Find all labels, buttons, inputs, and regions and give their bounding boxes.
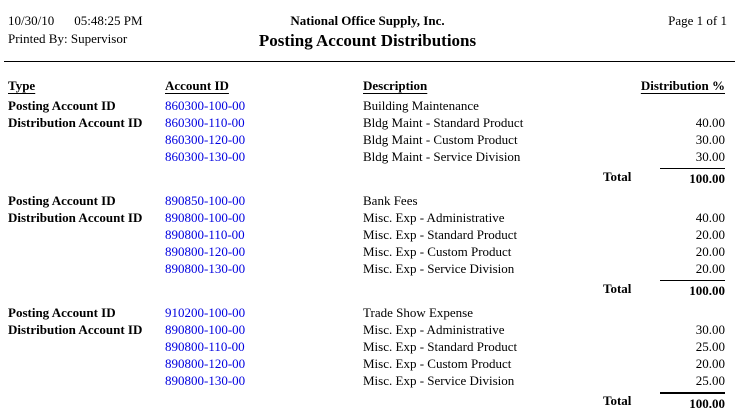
percent-cell: 20.00 — [695, 356, 725, 371]
distribution-row — [0, 260, 744, 277]
description-cell: Misc. Exp - Administrative — [363, 210, 505, 225]
description-cell: Building Maintenance — [363, 98, 479, 113]
account-id-link[interactable]: 890800-130-00 — [165, 373, 246, 388]
description-cell: Misc. Exp - Standard Product — [363, 227, 518, 242]
account-id-link[interactable]: 860300-120-00 — [165, 132, 246, 147]
distribution-row — [0, 148, 744, 165]
distribution-row — [0, 338, 744, 355]
account-id-link[interactable]: 890800-100-00 — [165, 210, 246, 225]
report-title: Posting Account Distributions — [258, 31, 477, 50]
account-id-link[interactable]: 890800-110-00 — [165, 339, 245, 354]
header-left — [8, 12, 259, 48]
distribution-row — [0, 209, 744, 226]
account-id-link[interactable]: 890850-100-00 — [165, 193, 246, 208]
percent-cell: 40.00 — [695, 210, 725, 225]
total-label: Total — [603, 393, 632, 408]
total-row — [0, 392, 744, 412]
distribution-row — [0, 131, 744, 148]
description-cell: Misc. Exp - Service Division — [363, 373, 515, 388]
distribution-row — [0, 321, 744, 338]
account-id-link[interactable]: 860300-100-00 — [165, 98, 246, 113]
description-cell: Misc. Exp - Service Division — [363, 261, 515, 276]
account-id-link[interactable]: 860300-130-00 — [165, 149, 246, 164]
account-id-link[interactable]: 890800-120-00 — [165, 356, 246, 371]
total-value: 100.00 — [660, 168, 725, 187]
total-label: Total — [603, 281, 632, 296]
description-cell: Misc. Exp - Standard Product — [363, 339, 518, 354]
col-header-description: Description — [363, 78, 428, 93]
account-block — [0, 304, 744, 412]
report-header — [0, 0, 744, 52]
percent-cell: 30.00 — [695, 149, 725, 164]
distribution-row — [0, 372, 744, 389]
company-name: National Office Supply, Inc. — [290, 13, 445, 28]
account-id-link[interactable]: 890800-120-00 — [165, 244, 246, 259]
account-block — [0, 192, 744, 299]
total-value: 100.00 — [660, 280, 725, 299]
description-cell: Bldg Maint - Service Division — [363, 149, 521, 164]
type-cell: Posting Account ID — [8, 305, 116, 320]
description-cell: Misc. Exp - Custom Product — [363, 244, 512, 259]
posting-account-row — [0, 304, 744, 321]
account-id-link[interactable]: 910200-100-00 — [165, 305, 246, 320]
total-label: Total — [603, 169, 632, 184]
header-divider — [4, 61, 735, 62]
description-cell: Bldg Maint - Custom Product — [363, 132, 518, 147]
percent-cell: 20.00 — [695, 227, 725, 242]
header-center — [259, 12, 476, 52]
percent-cell: 20.00 — [695, 261, 725, 276]
account-id-link[interactable]: 890800-100-00 — [165, 322, 246, 337]
total-value: 100.00 — [660, 392, 725, 412]
type-cell: Distribution Account ID — [8, 210, 143, 225]
percent-cell: 20.00 — [695, 244, 725, 259]
posting-account-row — [0, 192, 744, 209]
col-header-type: Type — [8, 78, 36, 93]
page-number: Page 1 of 1 — [668, 13, 727, 28]
posting-account-row — [0, 97, 744, 114]
description-cell: Misc. Exp - Administrative — [363, 322, 505, 337]
type-cell: Distribution Account ID — [8, 115, 143, 130]
percent-cell: 30.00 — [695, 132, 725, 147]
description-cell: Bank Fees — [363, 193, 418, 208]
report-date: 10/30/10 — [8, 13, 55, 28]
distribution-row — [0, 226, 744, 243]
report-time: 05:48:25 PM — [74, 13, 143, 28]
type-cell: Posting Account ID — [8, 98, 116, 113]
account-block — [0, 97, 744, 187]
percent-cell: 25.00 — [695, 339, 725, 354]
distribution-row — [0, 243, 744, 260]
column-header-row — [0, 77, 744, 94]
account-id-link[interactable]: 890800-130-00 — [165, 261, 246, 276]
distribution-row — [0, 114, 744, 131]
col-header-distribution: Distribution % — [640, 78, 725, 93]
printed-by: Printed By: Supervisor — [8, 31, 128, 46]
percent-cell: 25.00 — [695, 373, 725, 388]
description-cell: Bldg Maint - Standard Product — [363, 115, 524, 130]
percent-cell: 40.00 — [695, 115, 725, 130]
total-row — [0, 280, 744, 299]
total-row — [0, 168, 744, 187]
description-cell: Misc. Exp - Custom Product — [363, 356, 512, 371]
description-cell: Trade Show Expense — [363, 305, 474, 320]
report-body — [0, 97, 744, 412]
account-id-link[interactable]: 860300-110-00 — [165, 115, 245, 130]
type-cell: Posting Account ID — [8, 193, 116, 208]
type-cell: Distribution Account ID — [8, 322, 143, 337]
percent-cell: 30.00 — [695, 322, 725, 337]
distribution-row — [0, 355, 744, 372]
account-id-link[interactable]: 890800-110-00 — [165, 227, 245, 242]
col-header-account-id: Account ID — [165, 78, 229, 93]
